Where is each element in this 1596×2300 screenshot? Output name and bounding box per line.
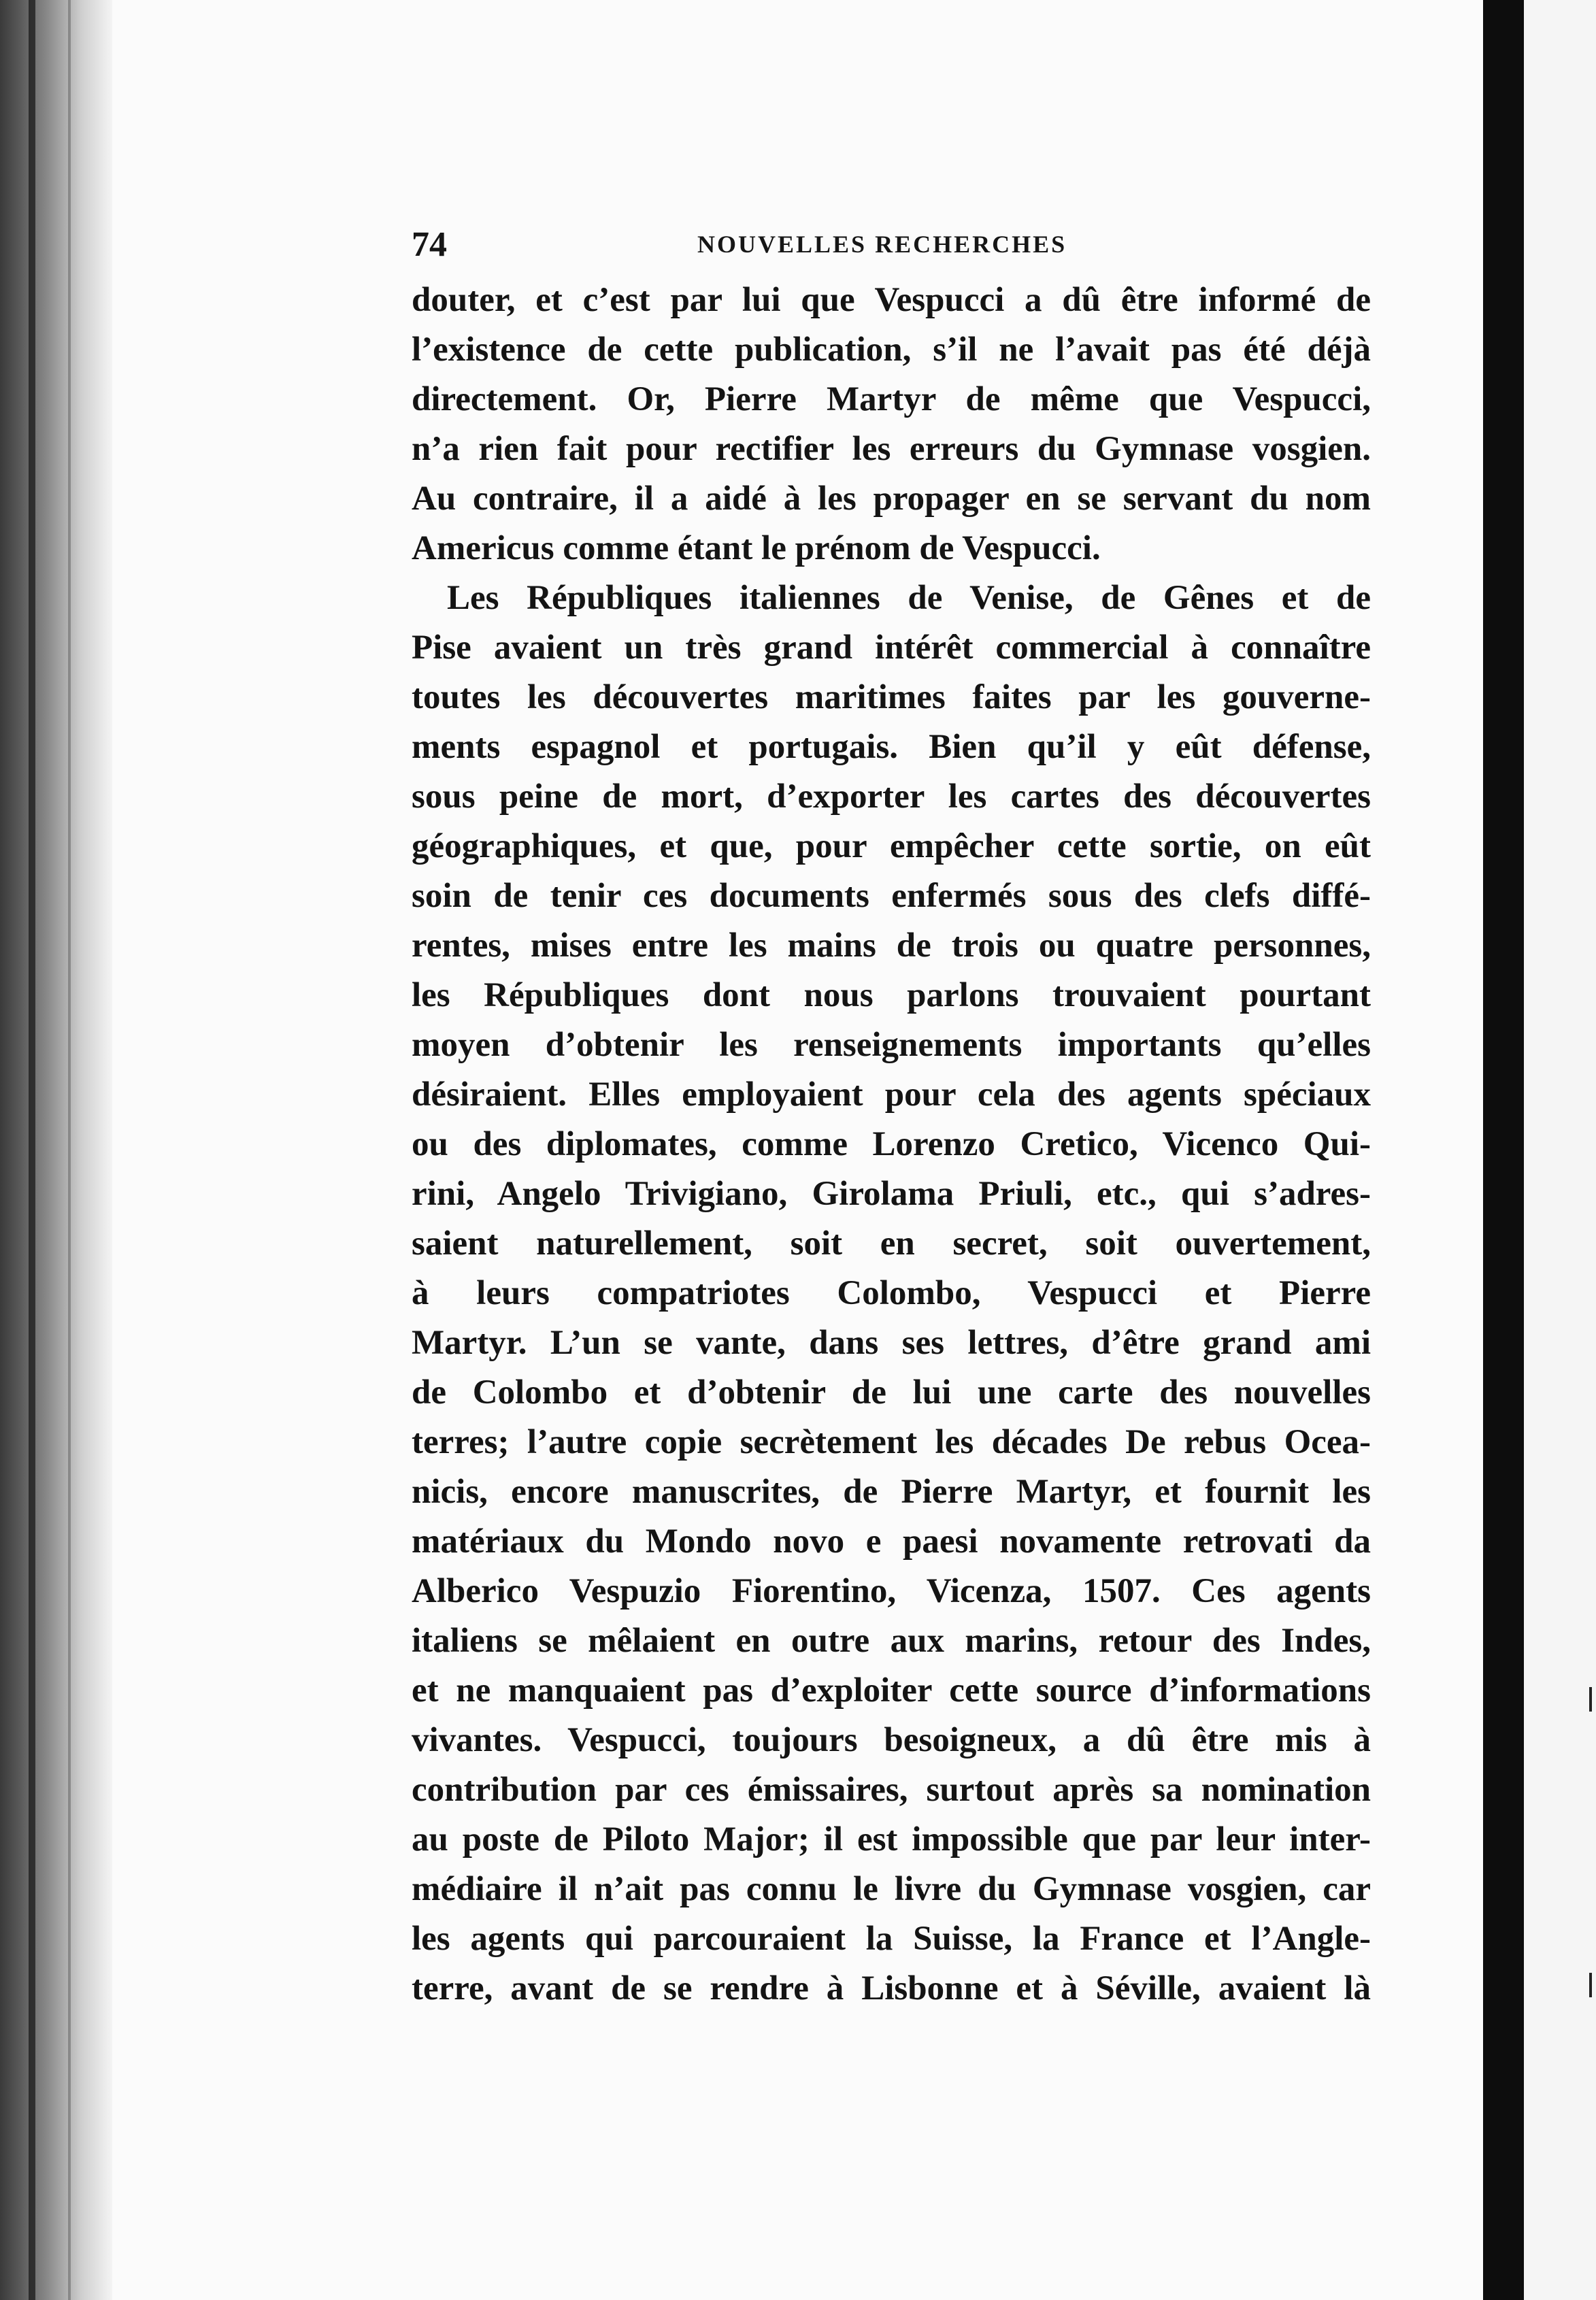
- text-line: l’existence de cette publication, s’il ne l’avait pas été déjà: [412, 331, 1371, 369]
- gutter-shadow-light: [68, 0, 71, 2300]
- text-line: toutes les découvertes maritimes faites par les gouverne-: [412, 678, 1371, 716]
- text-line: terre, avant de se rendre à Lisbonne et à Séville, avaient là: [412, 1969, 1371, 2007]
- text-line: Martyr. L’un se vante, dans ses lettres, d’être grand ami: [412, 1324, 1371, 1362]
- text-line: rentes, mises entre les mains de trois ou quatre personnes,: [412, 927, 1371, 965]
- paragraph-1: [412, 276, 1371, 573]
- text-line: Alberico Vespuzio Fiorentino, Vicenza, 1507. Ces agents: [412, 1572, 1371, 1610]
- text-line: terres; l’autre copie secrètement les décades De rebus Ocea-: [412, 1423, 1371, 1461]
- text-line: contribution par ces émissaires, surtout après sa nomination: [412, 1771, 1371, 1809]
- text-line: nicis, encore manuscrites, de Pierre Martyr, et fournit les: [412, 1473, 1371, 1511]
- text-line: soin de tenir ces documents enfermés sous des clefs diffé-: [412, 877, 1371, 915]
- book-gutter: [0, 0, 112, 2300]
- text-line: désiraient. Elles employaient pour cela des agents spéciaux: [412, 1076, 1371, 1114]
- text-line: et ne manquaient pas d’exploiter cette source d’informations: [412, 1671, 1371, 1710]
- text-line: rini, Angelo Trivigiano, Girolama Priuli, etc., qui s’adres-: [412, 1175, 1371, 1213]
- paragraph-2: [412, 573, 1371, 2014]
- text-line: directement. Or, Pierre Martyr de même que Vespucci,: [412, 380, 1371, 418]
- text-line: au poste de Piloto Major; il est impossible que par leur inter-: [412, 1820, 1371, 1859]
- text-line: géographiques, et que, pour empêcher cette sortie, on eût: [412, 827, 1371, 865]
- text-line: ments espagnol et portugais. Bien qu’il y eût défense,: [412, 728, 1371, 766]
- facing-page-edge: [1524, 0, 1596, 2300]
- text-line: douter, et c’est par lui que Vespucci a dû être informé de: [412, 281, 1371, 319]
- text-line: Au contraire, il a aidé à les propager en se servant du nom: [412, 480, 1371, 518]
- body-text: [412, 276, 1371, 2014]
- page-edge-shadow: [1483, 0, 1524, 2300]
- text-line: matériaux du Mondo novo e paesi novamente retrovati da: [412, 1522, 1371, 1561]
- text-line: sous peine de mort, d’exporter les cartes des découvertes: [412, 778, 1371, 816]
- text-line: ou des diplomates, comme Lorenzo Cretico, Vicenco Qui-: [412, 1125, 1371, 1163]
- gutter-shadow: [29, 0, 35, 2300]
- text-line: vivantes. Vespucci, toujours besoigneux, a dû être mis à: [412, 1721, 1371, 1759]
- text-line: médiaire il n’ait pas connu le livre du Gymnase vosgien, car: [412, 1870, 1371, 1908]
- text-line: italiens se mêlaient en outre aux marins, retour des Indes,: [412, 1622, 1371, 1660]
- text-line: Pise avaient un très grand intérêt commercial à connaître: [412, 629, 1371, 667]
- text-line: à leurs compatriotes Colombo, Vespucci et Pierre: [412, 1274, 1371, 1312]
- facing-page-mark: [1589, 1973, 1592, 1997]
- text-line: n’a rien fait pour rectifier les erreurs du Gymnase vosgien.: [412, 430, 1371, 468]
- text-line: saient naturellement, soit en secret, soit ouvertement,: [412, 1224, 1371, 1263]
- text-line: les Républiques dont nous parlons trouvaient pourtant: [412, 976, 1371, 1014]
- text-line: Americus comme étant le prénom de Vespucci.: [412, 529, 1101, 567]
- page-header: [412, 224, 1378, 272]
- running-head: NOUVELLES RECHERCHES: [697, 231, 1067, 258]
- text-line: les agents qui parcouraient la Suisse, la France et l’Angle-: [412, 1920, 1371, 1958]
- text-line: moyen d’obtenir les renseignements importants qu’elles: [412, 1026, 1371, 1064]
- text-line: de Colombo et d’obtenir de lui une carte des nouvelles: [412, 1373, 1371, 1412]
- text-line: Les Républiques italiennes de Venise, de Gênes et de: [447, 579, 1371, 617]
- facing-page-mark: [1589, 1687, 1592, 1712]
- page-number: 74: [412, 225, 447, 264]
